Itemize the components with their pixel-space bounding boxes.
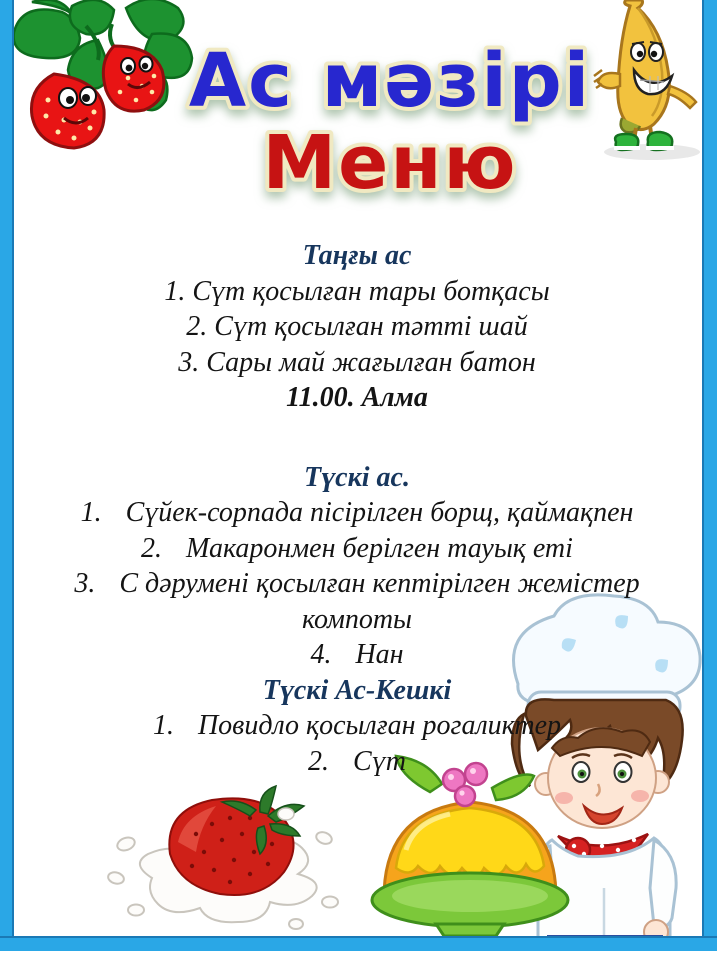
poster-title [128, 12, 652, 210]
frame-bottom [0, 936, 717, 951]
item-number: 4. [310, 639, 332, 670]
section-gap [14, 416, 700, 460]
menu-item [14, 637, 700, 673]
strawberry-milk-splash-clipart [100, 782, 346, 934]
item-text: Макаронмен берілген тауық еті [186, 532, 573, 564]
menu-item [14, 309, 700, 345]
menu-item [14, 744, 700, 780]
section-heading-lunch: Түскі ас. [304, 461, 410, 493]
menu-item [14, 708, 700, 744]
item-number: 1. [80, 497, 102, 528]
breakfast-snack-line: 11.00. Алма [286, 382, 428, 413]
item-number: 3. [178, 346, 200, 378]
item-number: 2. [141, 532, 163, 564]
item-number: 2. [186, 311, 208, 342]
frame-left [0, 0, 14, 951]
section-heading-breakfast: Таңғы ас [302, 240, 412, 271]
item-text: Сүйек-сорпада пісірілген борщ, қаймақпен [125, 497, 634, 528]
menu-item [14, 531, 700, 567]
item-number: 2. [308, 745, 330, 777]
item-text: Сары май жағылған батон [206, 346, 536, 378]
item-text: Повидло қосылған рогаликтер [197, 710, 562, 741]
title-line2: Меню [262, 120, 518, 206]
item-number: 1. [164, 275, 186, 307]
menu-item [14, 345, 700, 381]
title-line1: Ас мәзірі [188, 38, 592, 124]
menu-body [14, 238, 700, 779]
item-text: Сүт [353, 745, 406, 777]
menu-item [14, 495, 700, 531]
item-text: Сүт қосылған тары ботқасы [192, 275, 550, 307]
item-text: Нан [355, 639, 404, 670]
menu-item [14, 274, 700, 310]
item-number: 3. [74, 568, 96, 599]
frame-right [702, 0, 717, 951]
item-text: С дәрумені қосылған кептірілген жемістер компоты [119, 568, 640, 635]
item-number: 1. [152, 710, 174, 741]
menu-item [57, 566, 657, 637]
item-text: Сүт қосылған тәтті шай [214, 311, 528, 342]
section-heading-snack-supper: Түскі Ас-Кешкі [262, 674, 452, 706]
